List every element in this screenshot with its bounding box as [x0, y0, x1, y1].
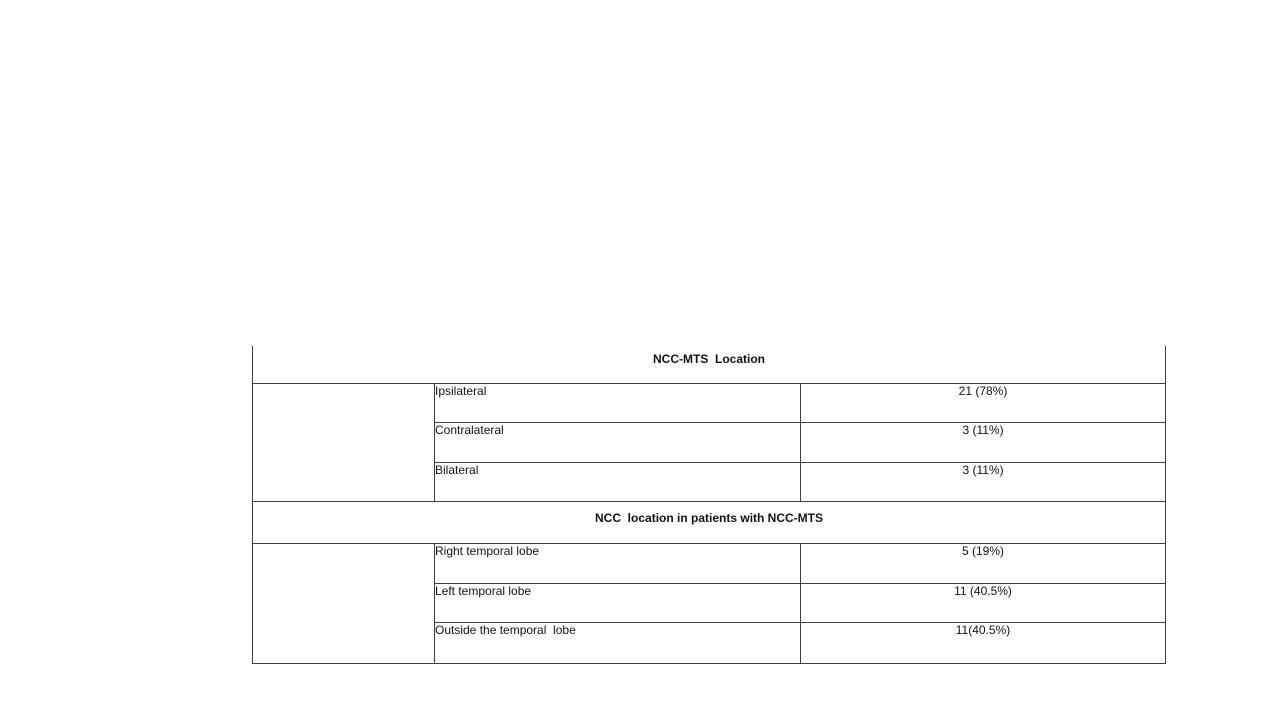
- results-table-container: [252, 346, 1165, 664]
- section-title-ncc-mts-location: NCC-MTS Location: [253, 346, 1166, 383]
- ncc-mts-location-table: [252, 346, 1166, 664]
- table-row: [253, 383, 1166, 422]
- table-row: [253, 543, 1166, 583]
- row-label: Outside the temporal lobe: [435, 622, 801, 663]
- row-label: Left temporal lobe: [435, 583, 801, 622]
- section-title-ncc-location-in-patients: NCC location in patients with NCC-MTS: [253, 501, 1166, 543]
- section-header-row: [253, 501, 1166, 543]
- row-value: 3 (11%): [801, 462, 1166, 501]
- row-label: Right temporal lobe: [435, 543, 801, 583]
- row-label: Bilateral: [435, 462, 801, 501]
- row-value: 3 (11%): [801, 422, 1166, 462]
- row-value: 11 (40.5%): [801, 583, 1166, 622]
- row-value: 11(40.5%): [801, 622, 1166, 663]
- row-value: 5 (19%): [801, 543, 1166, 583]
- section-header-row: [253, 346, 1166, 383]
- row-label: Ipsilateral: [435, 383, 801, 422]
- row-label: Contralateral: [435, 422, 801, 462]
- empty-cell: [253, 383, 435, 501]
- empty-cell: [253, 543, 435, 663]
- row-value: 21 (78%): [801, 383, 1166, 422]
